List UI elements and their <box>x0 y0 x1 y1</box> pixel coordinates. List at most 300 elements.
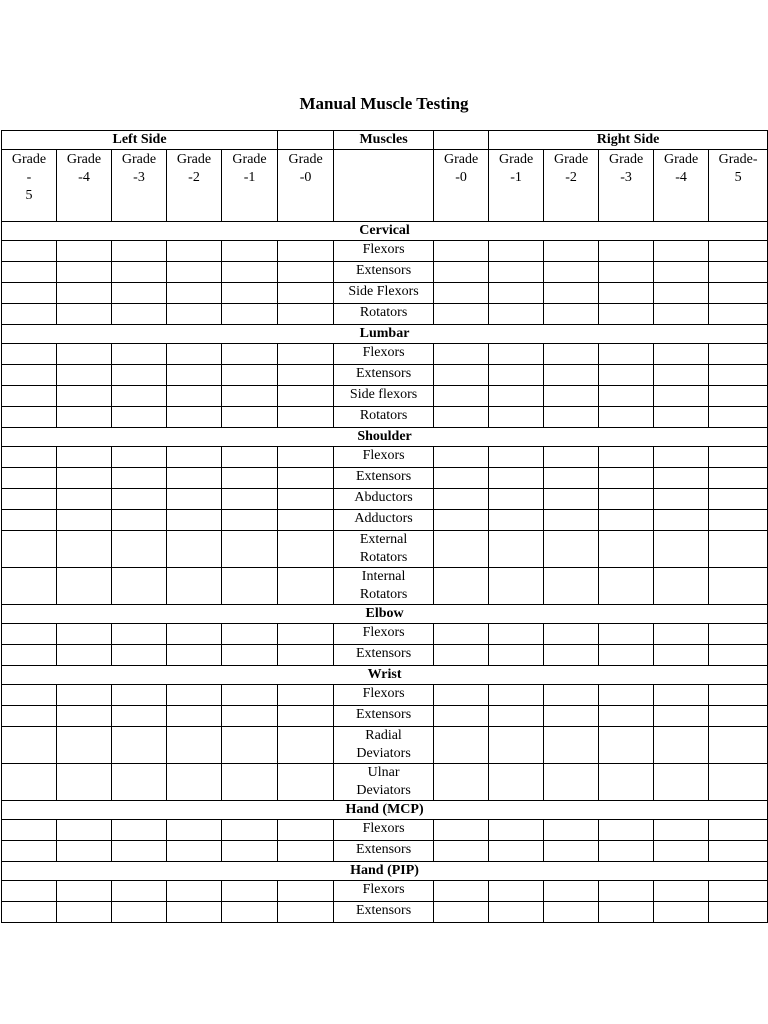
left-grade-cell[interactable] <box>278 468 334 489</box>
left-grade-cell[interactable] <box>167 764 222 801</box>
left-grade-cell[interactable] <box>222 841 278 862</box>
muscle-name: Extensors <box>334 468 434 489</box>
right-grade-cell[interactable] <box>544 820 599 841</box>
left-grade-cell[interactable] <box>222 902 278 923</box>
left-grade-cell[interactable] <box>222 344 278 365</box>
right-grade-cell[interactable] <box>654 881 709 902</box>
left-grade-cell[interactable] <box>112 283 167 304</box>
right-grade-cell[interactable] <box>544 489 599 510</box>
right-grade-cell[interactable] <box>434 468 489 489</box>
left-grade-cell[interactable] <box>2 706 57 727</box>
left-grade-cell[interactable] <box>57 344 112 365</box>
right-grade-cell[interactable] <box>599 902 654 923</box>
right-grade-cell[interactable] <box>654 386 709 407</box>
left-grade-cell[interactable] <box>57 468 112 489</box>
right-grade-cell[interactable] <box>654 407 709 428</box>
left-grade-cell[interactable] <box>57 531 112 568</box>
right-grade-cell[interactable] <box>654 304 709 325</box>
left-grade-cell[interactable] <box>112 645 167 666</box>
right-grade-cell[interactable] <box>434 365 489 386</box>
left-grade-cell[interactable] <box>167 820 222 841</box>
right-grade-cell[interactable] <box>709 764 768 801</box>
left-grade-cell[interactable] <box>167 881 222 902</box>
left-grade-cell[interactable] <box>222 706 278 727</box>
left-grade-cell[interactable] <box>2 510 57 531</box>
left-grade-cell[interactable] <box>278 841 334 862</box>
right-grade-cell[interactable] <box>709 447 768 468</box>
left-grade-cell[interactable] <box>278 685 334 706</box>
right-grade-cell[interactable] <box>489 902 544 923</box>
right-grade-cell[interactable] <box>544 531 599 568</box>
left-grade-cell[interactable] <box>2 881 57 902</box>
left-grade-cell[interactable] <box>57 447 112 468</box>
right-grade-cell[interactable] <box>654 262 709 283</box>
left-grade-cell[interactable] <box>167 262 222 283</box>
right-grade-cell[interactable] <box>709 820 768 841</box>
left-grade-cell[interactable] <box>57 489 112 510</box>
right-grade-cell[interactable] <box>434 645 489 666</box>
muscle-name: External Rotators <box>334 531 434 568</box>
left-grade-cell[interactable] <box>167 489 222 510</box>
right-grade-cell[interactable] <box>489 489 544 510</box>
left-grade-cell[interactable] <box>278 820 334 841</box>
right-grade-cell[interactable] <box>654 624 709 645</box>
left-grade-cell[interactable] <box>112 344 167 365</box>
right-grade-cell[interactable] <box>599 489 654 510</box>
left-grade-cell[interactable] <box>278 568 334 605</box>
right-grade-cell[interactable] <box>599 727 654 764</box>
right-grade-cell[interactable] <box>709 468 768 489</box>
right-grade-cell[interactable] <box>489 706 544 727</box>
left-grade-cell[interactable] <box>57 510 112 531</box>
right-grade-cell[interactable] <box>544 386 599 407</box>
left-grade-cell[interactable] <box>222 468 278 489</box>
right-grade-cell[interactable] <box>434 241 489 262</box>
muscle-row <box>2 407 768 428</box>
left-grade-cell[interactable] <box>167 531 222 568</box>
right-grade-cell[interactable] <box>709 841 768 862</box>
left-grade-cell[interactable] <box>222 685 278 706</box>
left-grade-cell[interactable] <box>2 568 57 605</box>
left-grade-cell[interactable] <box>222 283 278 304</box>
right-grade-cell[interactable] <box>489 510 544 531</box>
left-grade-cell[interactable] <box>2 531 57 568</box>
muscle-name: Flexors <box>334 241 434 262</box>
left-grade-cell[interactable] <box>57 365 112 386</box>
right-grade-cell[interactable] <box>654 706 709 727</box>
left-grade-cell[interactable] <box>222 568 278 605</box>
left-grade-cell[interactable] <box>278 447 334 468</box>
right-grade-cell[interactable] <box>544 262 599 283</box>
right-grade-cell[interactable] <box>654 489 709 510</box>
left-grade-cell[interactable] <box>222 262 278 283</box>
left-grade-cell[interactable] <box>222 820 278 841</box>
left-grade-cell[interactable] <box>2 241 57 262</box>
left-grade-cell[interactable] <box>222 645 278 666</box>
right-grade-cell[interactable] <box>544 365 599 386</box>
left-grade-cell[interactable] <box>2 624 57 645</box>
left-grade-cell[interactable] <box>222 489 278 510</box>
left-grade-cell[interactable] <box>222 510 278 531</box>
right-grade-cell[interactable] <box>489 645 544 666</box>
right-grade-cell[interactable] <box>599 407 654 428</box>
left-grade-cell[interactable] <box>57 283 112 304</box>
left-grade-cell[interactable] <box>112 841 167 862</box>
right-grade-cell[interactable] <box>544 727 599 764</box>
right-grade-cell[interactable] <box>709 624 768 645</box>
right-grade-cell[interactable] <box>434 764 489 801</box>
left-grade-cell[interactable] <box>57 568 112 605</box>
left-grade-cell[interactable] <box>112 510 167 531</box>
left-grade-cell[interactable] <box>278 902 334 923</box>
left-grade-cell[interactable] <box>112 568 167 605</box>
left-grade-cell[interactable] <box>278 510 334 531</box>
left-grade-cell[interactable] <box>57 304 112 325</box>
left-grade-cell[interactable] <box>167 344 222 365</box>
right-grade-cell[interactable] <box>489 344 544 365</box>
right-grade-cell[interactable] <box>599 447 654 468</box>
left-grade-cell[interactable] <box>57 881 112 902</box>
right-grade-cell[interactable] <box>709 881 768 902</box>
right-grade-cell[interactable] <box>654 902 709 923</box>
left-grade-cell[interactable] <box>112 706 167 727</box>
left-grade-cell[interactable] <box>112 262 167 283</box>
right-grade-cell[interactable] <box>709 283 768 304</box>
right-grade-cell[interactable] <box>544 685 599 706</box>
left-grade-cell[interactable] <box>167 685 222 706</box>
left-grade-cell[interactable] <box>167 304 222 325</box>
muscle-name: Flexors <box>334 624 434 645</box>
right-grade-cell[interactable] <box>544 624 599 645</box>
right-grade-cell[interactable] <box>434 489 489 510</box>
left-grade-cell[interactable] <box>278 407 334 428</box>
left-grade-cell[interactable] <box>112 468 167 489</box>
left-grade-cell[interactable] <box>222 304 278 325</box>
left-grade-cell[interactable] <box>167 510 222 531</box>
right-grade-cell[interactable] <box>654 820 709 841</box>
right-grade-cell[interactable] <box>709 727 768 764</box>
left-grade-cell[interactable] <box>222 407 278 428</box>
left-grade-cell[interactable] <box>2 262 57 283</box>
right-grade-cell[interactable] <box>434 881 489 902</box>
right-grade-cell[interactable] <box>434 304 489 325</box>
left-grade-cell[interactable] <box>57 645 112 666</box>
right-grade-cell[interactable] <box>654 841 709 862</box>
left-grade-cell[interactable] <box>57 820 112 841</box>
left-grade-cell[interactable] <box>278 386 334 407</box>
right-grade-cell[interactable] <box>434 841 489 862</box>
left-grade-cell[interactable] <box>112 820 167 841</box>
left-grade-cell[interactable] <box>112 386 167 407</box>
right-grade-cell[interactable] <box>709 489 768 510</box>
right-grade-cell[interactable] <box>434 407 489 428</box>
right-grade-cell[interactable] <box>654 468 709 489</box>
left-grade-cell[interactable] <box>57 624 112 645</box>
right-grade-cell[interactable] <box>654 685 709 706</box>
right-grade-cell[interactable] <box>489 531 544 568</box>
right-grade-cell[interactable] <box>544 447 599 468</box>
right-grade-cell[interactable] <box>544 407 599 428</box>
muscle-name: Flexors <box>334 685 434 706</box>
section-heading: Cervical <box>2 222 768 241</box>
left-grade-cell[interactable] <box>2 902 57 923</box>
right-grade-cell[interactable] <box>654 344 709 365</box>
left-grade-cell[interactable] <box>2 645 57 666</box>
left-grade-cell[interactable] <box>278 365 334 386</box>
right-grade-cell[interactable] <box>489 685 544 706</box>
left-grade-cell[interactable] <box>222 624 278 645</box>
left-grade-cell[interactable] <box>112 489 167 510</box>
right-grade-cell[interactable] <box>599 685 654 706</box>
right-grade-cell[interactable] <box>489 407 544 428</box>
left-grade-cell[interactable] <box>167 283 222 304</box>
right-grade-cell[interactable] <box>544 645 599 666</box>
right-grade-cell[interactable] <box>434 447 489 468</box>
left-grade-cell[interactable] <box>278 645 334 666</box>
right-grade-cell[interactable] <box>544 241 599 262</box>
right-grade-cell[interactable] <box>489 881 544 902</box>
right-grade-cell[interactable] <box>709 386 768 407</box>
left-grade-cell[interactable] <box>278 283 334 304</box>
right-grade-cell[interactable] <box>544 510 599 531</box>
left-grade-cell[interactable] <box>278 531 334 568</box>
left-grade-cell[interactable] <box>112 881 167 902</box>
left-grade-cell[interactable] <box>112 531 167 568</box>
left-grade-cell[interactable] <box>222 764 278 801</box>
left-grade-cell[interactable] <box>2 764 57 801</box>
right-grade-cell[interactable] <box>434 820 489 841</box>
section-heading: Hand (PIP) <box>2 862 768 881</box>
left-grade-cell[interactable] <box>112 365 167 386</box>
left-grade-cell[interactable] <box>167 407 222 428</box>
left-grade-cell[interactable] <box>278 344 334 365</box>
right-grade-cell[interactable] <box>599 881 654 902</box>
left-grade-cell[interactable] <box>222 386 278 407</box>
right-grade-header: Grade -2 <box>544 150 599 222</box>
left-grade-cell[interactable] <box>2 447 57 468</box>
left-grade-cell[interactable] <box>278 881 334 902</box>
right-grade-cell[interactable] <box>599 706 654 727</box>
right-grade-cell[interactable] <box>434 624 489 645</box>
right-grade-cell[interactable] <box>709 241 768 262</box>
right-grade-cell[interactable] <box>434 902 489 923</box>
right-grade-cell[interactable] <box>709 706 768 727</box>
right-grade-cell[interactable] <box>544 468 599 489</box>
right-grade-cell[interactable] <box>599 764 654 801</box>
right-grade-cell[interactable] <box>599 624 654 645</box>
left-grade-cell[interactable] <box>2 344 57 365</box>
left-grade-cell[interactable] <box>167 841 222 862</box>
left-grade-cell[interactable] <box>167 468 222 489</box>
right-grade-cell[interactable] <box>599 645 654 666</box>
right-grade-cell[interactable] <box>489 841 544 862</box>
right-grade-cell[interactable] <box>489 764 544 801</box>
muscles-blank-cell <box>334 150 434 222</box>
right-grade-cell[interactable] <box>544 706 599 727</box>
right-grade-cell[interactable] <box>599 386 654 407</box>
left-grade-cell[interactable] <box>167 568 222 605</box>
left-grade-cell[interactable] <box>167 706 222 727</box>
right-grade-cell[interactable] <box>709 902 768 923</box>
right-grade-cell[interactable] <box>489 304 544 325</box>
left-grade-cell[interactable] <box>278 262 334 283</box>
left-grade-cell[interactable] <box>112 764 167 801</box>
right-grade-cell[interactable] <box>654 365 709 386</box>
left-grade-cell[interactable] <box>222 881 278 902</box>
right-grade-cell[interactable] <box>489 568 544 605</box>
left-grade-cell[interactable] <box>2 841 57 862</box>
right-grade-cell[interactable] <box>599 841 654 862</box>
right-grade-cell[interactable] <box>599 262 654 283</box>
left-grade-cell[interactable] <box>167 447 222 468</box>
left-grade-cell[interactable] <box>57 841 112 862</box>
right-grade-cell[interactable] <box>544 568 599 605</box>
left-grade-cell[interactable] <box>278 624 334 645</box>
right-grade-cell[interactable] <box>709 344 768 365</box>
left-grade-cell[interactable] <box>278 304 334 325</box>
left-grade-cell[interactable] <box>2 407 57 428</box>
right-grade-cell[interactable] <box>709 510 768 531</box>
right-grade-cell[interactable] <box>709 531 768 568</box>
right-grade-cell[interactable] <box>489 241 544 262</box>
right-grade-cell[interactable] <box>599 241 654 262</box>
muscle-row <box>2 283 768 304</box>
left-grade-cell[interactable] <box>167 727 222 764</box>
right-grade-cell[interactable] <box>654 241 709 262</box>
muscle-name: Flexors <box>334 344 434 365</box>
right-grade-cell[interactable] <box>434 727 489 764</box>
right-grade-cell[interactable] <box>599 468 654 489</box>
left-grade-cell[interactable] <box>2 365 57 386</box>
right-grade-cell[interactable] <box>654 510 709 531</box>
right-grade-cell[interactable] <box>654 568 709 605</box>
right-grade-cell[interactable] <box>544 283 599 304</box>
right-grade-cell[interactable] <box>489 283 544 304</box>
right-grade-cell[interactable] <box>654 645 709 666</box>
right-grade-cell[interactable] <box>709 262 768 283</box>
left-grade-cell[interactable] <box>2 283 57 304</box>
left-grade-cell[interactable] <box>2 468 57 489</box>
left-grade-cell[interactable] <box>112 241 167 262</box>
left-grade-cell[interactable] <box>57 706 112 727</box>
right-grade-cell[interactable] <box>434 283 489 304</box>
left-grade-cell[interactable] <box>278 241 334 262</box>
right-grade-cell[interactable] <box>709 304 768 325</box>
left-grade-cell[interactable] <box>167 902 222 923</box>
right-grade-cell[interactable] <box>544 841 599 862</box>
left-grade-cell[interactable] <box>57 386 112 407</box>
right-grade-cell[interactable] <box>599 820 654 841</box>
right-grade-cell[interactable] <box>434 344 489 365</box>
right-grade-cell[interactable] <box>544 881 599 902</box>
left-grade-cell[interactable] <box>57 764 112 801</box>
right-grade-cell[interactable] <box>489 624 544 645</box>
right-grade-cell[interactable] <box>434 262 489 283</box>
right-grade-cell[interactable] <box>654 531 709 568</box>
right-grade-cell[interactable] <box>489 820 544 841</box>
right-grade-cell[interactable] <box>489 262 544 283</box>
left-grade-cell[interactable] <box>2 727 57 764</box>
left-grade-cell[interactable] <box>57 262 112 283</box>
right-grade-cell[interactable] <box>489 447 544 468</box>
right-grade-cell[interactable] <box>599 510 654 531</box>
left-grade-cell[interactable] <box>2 386 57 407</box>
left-grade-cell[interactable] <box>112 304 167 325</box>
right-grade-cell[interactable] <box>599 365 654 386</box>
left-grade-cell[interactable] <box>278 764 334 801</box>
right-grade-cell[interactable] <box>544 344 599 365</box>
left-grade-cell[interactable] <box>112 624 167 645</box>
left-grade-cell[interactable] <box>57 407 112 428</box>
right-grade-cell[interactable] <box>654 447 709 468</box>
right-grade-cell[interactable] <box>489 386 544 407</box>
left-grade-cell[interactable] <box>112 902 167 923</box>
right-grade-cell[interactable] <box>544 764 599 801</box>
left-grade-cell[interactable] <box>57 241 112 262</box>
right-grade-cell[interactable] <box>709 407 768 428</box>
left-grade-cell[interactable] <box>2 489 57 510</box>
left-grade-cell[interactable] <box>2 685 57 706</box>
right-grade-cell[interactable] <box>434 510 489 531</box>
right-grade-cell[interactable] <box>654 764 709 801</box>
right-grade-cell[interactable] <box>489 727 544 764</box>
right-grade-cell[interactable] <box>654 283 709 304</box>
right-grade-cell[interactable] <box>599 344 654 365</box>
right-grade-cell[interactable] <box>654 727 709 764</box>
right-grade-cell[interactable] <box>709 645 768 666</box>
left-grade-cell[interactable] <box>278 727 334 764</box>
right-grade-cell[interactable] <box>489 468 544 489</box>
left-grade-cell[interactable] <box>222 727 278 764</box>
left-grade-cell[interactable] <box>57 902 112 923</box>
left-grade-cell[interactable] <box>2 820 57 841</box>
left-grade-cell[interactable] <box>222 365 278 386</box>
left-grade-cell[interactable] <box>112 727 167 764</box>
left-grade-cell[interactable] <box>57 685 112 706</box>
right-grade-cell[interactable] <box>709 568 768 605</box>
left-grade-cell[interactable] <box>222 241 278 262</box>
left-grade-cell[interactable] <box>2 304 57 325</box>
right-grade-cell[interactable] <box>599 304 654 325</box>
right-grade-cell[interactable] <box>709 685 768 706</box>
left-grade-cell[interactable] <box>222 447 278 468</box>
right-grade-cell[interactable] <box>434 386 489 407</box>
right-grade-cell[interactable] <box>599 531 654 568</box>
left-grade-cell[interactable] <box>278 489 334 510</box>
left-grade-cell[interactable] <box>112 685 167 706</box>
right-grade-cell[interactable] <box>599 283 654 304</box>
left-grade-cell[interactable] <box>167 624 222 645</box>
right-grade-cell[interactable] <box>434 685 489 706</box>
left-grade-cell[interactable] <box>167 645 222 666</box>
right-grade-cell[interactable] <box>544 304 599 325</box>
right-grade-cell[interactable] <box>434 531 489 568</box>
right-grade-cell[interactable] <box>709 365 768 386</box>
right-grade-cell[interactable] <box>489 365 544 386</box>
left-grade-cell[interactable] <box>57 727 112 764</box>
right-grade-cell[interactable] <box>434 706 489 727</box>
right-grade-cell[interactable] <box>599 568 654 605</box>
left-grade-cell[interactable] <box>222 531 278 568</box>
left-grade-cell[interactable] <box>167 241 222 262</box>
left-grade-cell[interactable] <box>167 365 222 386</box>
left-grade-cell[interactable] <box>278 706 334 727</box>
left-grade-cell[interactable] <box>112 407 167 428</box>
right-grade-cell[interactable] <box>434 568 489 605</box>
left-grade-cell[interactable] <box>167 386 222 407</box>
left-grade-cell[interactable] <box>112 447 167 468</box>
right-grade-cell[interactable] <box>544 902 599 923</box>
